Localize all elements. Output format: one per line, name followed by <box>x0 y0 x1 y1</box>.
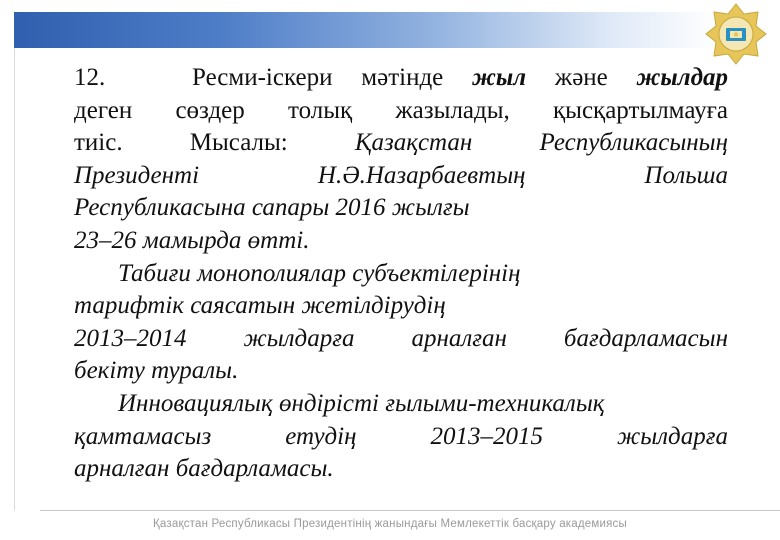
example-word: 2013–2014 <box>74 324 187 352</box>
word: Мысалы: <box>189 129 288 157</box>
footer-text: Қазақстан Республикасы Президентінің жанындағы Мемлекеттік басқару академиясы <box>153 518 627 530</box>
word: деген <box>74 96 133 124</box>
word: сөздер <box>175 96 245 124</box>
example-text: 23–26 мамырда өтті. <box>74 226 310 254</box>
term-emphasis: жылдар <box>636 64 728 91</box>
text-line <box>74 62 728 95</box>
text-line <box>74 453 728 486</box>
example-word: Польша <box>644 161 728 189</box>
example-text: Инновациялық өндірісті ғылыми-техникалық <box>118 389 605 417</box>
example-word: қамтамасыз <box>74 422 212 450</box>
text-line <box>74 160 728 193</box>
text-line <box>74 421 728 454</box>
example-text: тарифтік саясатын жетілдірудің <box>74 292 446 320</box>
text-line <box>74 192 728 225</box>
academy-emblem-icon <box>704 2 768 66</box>
item-number: 12. <box>74 64 106 91</box>
example-word: 2013–2015 <box>430 422 543 450</box>
line-start <box>74 62 332 95</box>
example-word: Республикасының <box>539 129 728 157</box>
header-band <box>14 12 716 48</box>
text-line <box>74 225 728 258</box>
document-body <box>74 62 728 486</box>
example-word: жылдарға <box>243 324 355 352</box>
word: Ресми-іскери <box>192 64 333 91</box>
example-word: Н.Ә.Назарбаевтың <box>317 161 526 189</box>
example-word: Президенті <box>74 161 200 189</box>
word: тиіс. <box>74 129 123 157</box>
left-divider <box>14 48 15 510</box>
example-word: арналған <box>411 324 507 352</box>
text-line <box>74 95 728 128</box>
word: толық <box>288 96 353 124</box>
footer-divider <box>40 510 780 511</box>
text-line <box>74 323 728 356</box>
example-text: Табиғи монополиялар субъектілерінің <box>118 259 521 287</box>
word: және <box>554 64 608 91</box>
text-line <box>74 388 728 421</box>
word: жазылады, <box>395 96 510 124</box>
example-text: Республикасына сапары 2016 жылғы <box>74 194 470 222</box>
example-text: арналған бағдарламасы. <box>74 455 334 483</box>
text-line <box>74 355 728 388</box>
example-word: бағдарламасын <box>563 324 728 352</box>
text-line <box>74 258 728 291</box>
text-line <box>74 127 728 160</box>
example-word: етудің <box>285 422 357 450</box>
example-text: бекіту туралы. <box>74 357 239 385</box>
text-line <box>74 290 728 323</box>
example-word: жылдарға <box>616 422 728 450</box>
example-word: Қазақстан <box>354 129 473 157</box>
word: мәтінде <box>361 64 444 91</box>
term-emphasis: жыл <box>472 64 527 91</box>
word: қысқартылмауға <box>553 96 728 124</box>
